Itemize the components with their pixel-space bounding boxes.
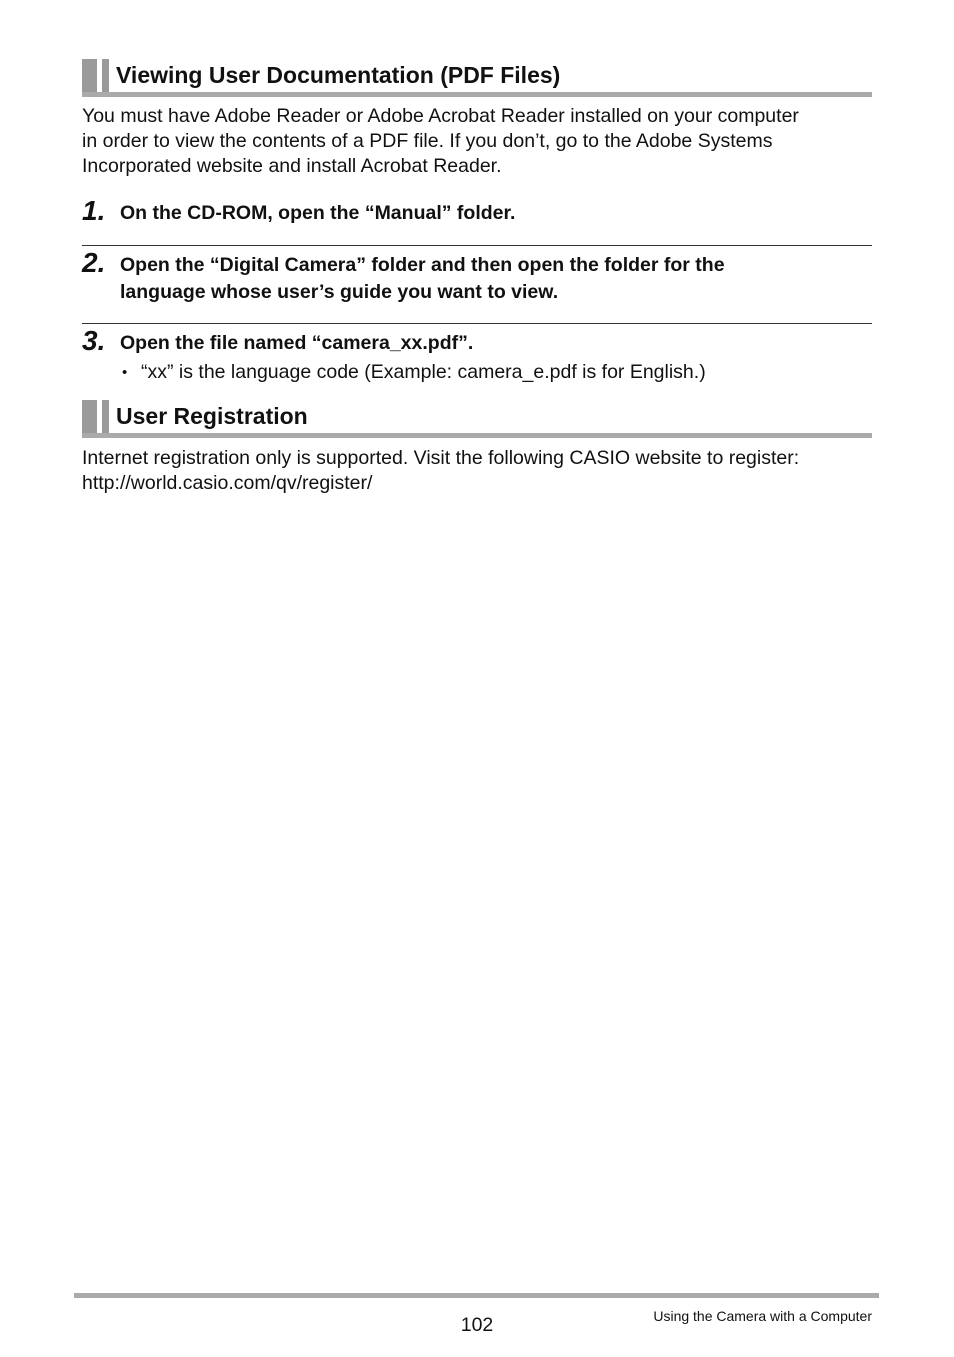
heading-marker-bar	[82, 400, 97, 433]
step-line: language whose user’s guide you want to view.	[120, 281, 559, 303]
intro-line: in order to view the contents of a PDF file. If you don’t, go to the Adobe Systems	[82, 130, 773, 152]
step-instruction	[120, 200, 515, 227]
section-heading-viewing-docs	[82, 59, 872, 97]
registration-paragraph	[82, 446, 872, 496]
step-divider	[82, 245, 872, 246]
heading-marker-bar	[82, 59, 97, 92]
registration-line: Internet registration only is supported. Visit the following CASIO website to register:	[82, 447, 800, 469]
section-heading-user-registration	[82, 400, 872, 438]
step-note-text: “xx” is the language code (Example: camera_e.pdf is for English.)	[141, 361, 706, 383]
bullet-icon: •	[122, 364, 128, 381]
intro-line: Incorporated website and install Acrobat Reader.	[82, 155, 502, 177]
registration-url: http://world.casio.com/qv/register/	[82, 472, 373, 494]
step-instruction	[120, 330, 473, 357]
intro-paragraph	[82, 104, 872, 179]
intro-line: You must have Adobe Reader or Adobe Acrobat Reader installed on your computer	[82, 105, 799, 127]
section-title: User Registration	[116, 403, 308, 429]
page-number: 102	[460, 1314, 494, 1336]
step-line: On the CD-ROM, open the “Manual” folder.	[120, 202, 516, 224]
step-number: 2.	[82, 247, 106, 278]
footer-section-name: Using the Camera with a Computer	[653, 1308, 872, 1324]
section-title: Viewing User Documentation (PDF Files)	[116, 62, 561, 88]
step-number: 3.	[82, 325, 106, 356]
heading-marker-bar	[102, 59, 109, 92]
step-line: Open the file named “camera_xx.pdf”.	[120, 332, 474, 354]
step-instruction	[120, 252, 725, 306]
step-number: 1.	[82, 195, 106, 226]
step-line: Open the “Digital Camera” folder and then open the folder for the	[120, 254, 725, 276]
step-divider	[82, 323, 872, 324]
footer-rule	[74, 1293, 879, 1298]
heading-marker-bar	[102, 400, 109, 433]
step-note	[122, 360, 706, 385]
